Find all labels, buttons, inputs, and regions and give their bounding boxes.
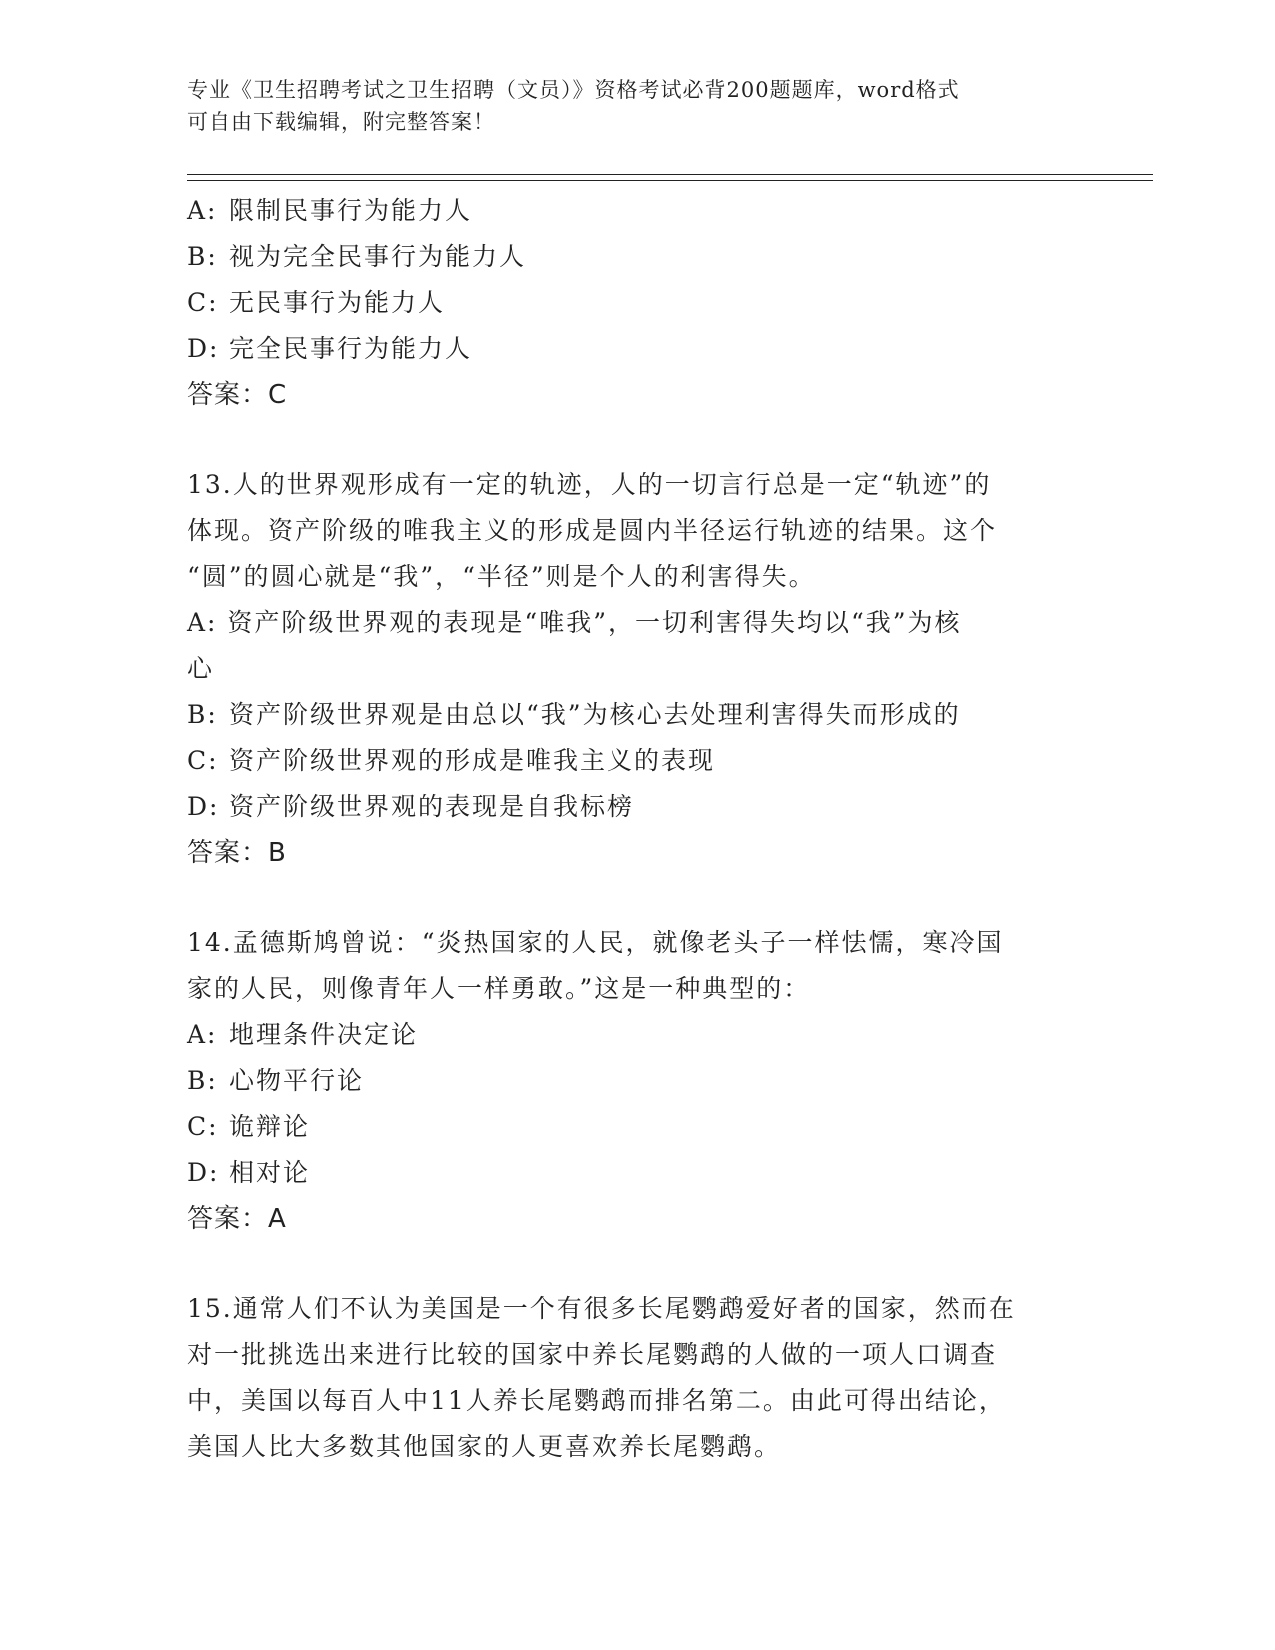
option-b: B: 资产阶级世界观是由总以“我”为核心去处理利害得失而形成的 — [187, 700, 961, 729]
answer-text: 答案：B — [187, 838, 287, 868]
spacer — [187, 876, 1077, 920]
question-text-line: 美国人比大多数其他国家的人更喜欢养长尾鹦鹉。 — [187, 1432, 782, 1461]
option-b: B: 心物平行论 — [187, 1066, 365, 1095]
question-14-block — [187, 920, 1077, 1242]
question-text-line: 中，美国以每百人中11人养长尾鹦鹉而排名第二。由此可得出结论， — [187, 1386, 1006, 1415]
header-divider-bottom — [187, 180, 1153, 181]
option-a-continuation: 心 — [187, 654, 215, 683]
option-a: A: 地理条件决定论 — [187, 1020, 419, 1049]
question-text-line: 家的人民，则像青年人一样勇敢。”这是一种典型的： — [187, 974, 811, 1003]
answer-text: 答案：A — [187, 1204, 287, 1234]
option-d: D: 完全民事行为能力人 — [187, 334, 473, 363]
question-13-block — [187, 462, 1077, 876]
header-divider-top — [187, 174, 1153, 175]
question-text-line: 15.通常人们不认为美国是一个有很多长尾鹦鹉爱好者的国家，然而在 — [187, 1294, 1016, 1323]
header-title-line-1: 专业《卫生招聘考试之卫生招聘（文员）》资格考试必背200题题库，word格式 — [187, 78, 960, 102]
question-content — [187, 188, 1077, 1470]
answer-text: 答案：C — [187, 380, 288, 410]
option-d: D: 相对论 — [187, 1158, 311, 1187]
question-12-block — [187, 188, 1077, 418]
question-text-line: 14.孟德斯鸠曾说：“炎热国家的人民，就像老头子一样怯懦，寒冷国 — [187, 928, 1004, 957]
question-text-line: 对一批挑选出来进行比较的国家中养长尾鹦鹉的人做的一项人口调查 — [187, 1340, 998, 1369]
document-header — [187, 74, 1067, 138]
option-c: C: 资产阶级世界观的形成是唯我主义的表现 — [187, 746, 716, 775]
spacer — [187, 418, 1077, 462]
option-d: D: 资产阶级世界观的表现是自我标榜 — [187, 792, 635, 821]
option-c: C: 无民事行为能力人 — [187, 288, 446, 317]
question-text-line: “圆”的圆心就是“我”，“半径”则是个人的利害得失。 — [187, 562, 816, 591]
question-text-line: 体现。资产阶级的唯我主义的形成是圆内半径运行轨迹的结果。这个 — [187, 516, 998, 545]
option-c: C: 诡辩论 — [187, 1112, 311, 1141]
option-a: A: 资产阶级世界观的表现是“唯我”，一切利害得失均以“我”为核 — [187, 608, 962, 637]
option-a: A: 限制民事行为能力人 — [187, 196, 473, 225]
question-15-block — [187, 1286, 1077, 1470]
spacer — [187, 1242, 1077, 1286]
question-text-line: 13.人的世界观形成有一定的轨迹，人的一切言行总是一定“轨迹”的 — [187, 470, 992, 499]
header-title-line-2: 可自由下载编辑，附完整答案！ — [187, 110, 495, 134]
option-b: B: 视为完全民事行为能力人 — [187, 242, 527, 271]
